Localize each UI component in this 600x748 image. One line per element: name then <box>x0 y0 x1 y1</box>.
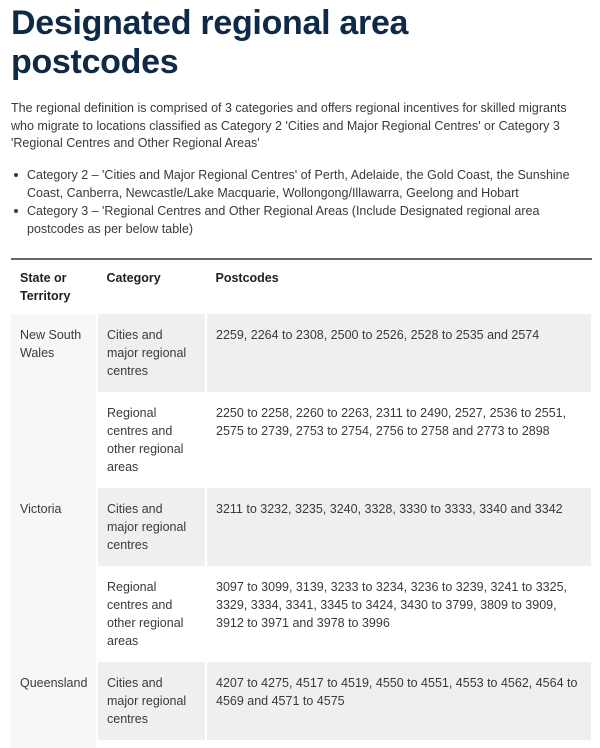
postcodes-cell: 4207 to 4275, 4517 to 4519, 4550 to 4551, 4553 to 4562, 4564 to 4569 and 4571 to 4575 <box>206 662 591 740</box>
table-header-row <box>11 259 591 314</box>
page-title <box>0 0 600 82</box>
category-cell: Cities and major regional centres <box>97 488 206 566</box>
category-cell: Regional centres and other regional areas <box>97 392 206 488</box>
category-3-item: Category 3 – 'Regional Centres and Other Regional Areas (Include Designated regional area postcodes as per below table) <box>11 202 586 238</box>
header-postcodes: Postcodes <box>206 259 591 314</box>
state-cell <box>11 566 97 662</box>
postcodes-cell: 3097 to 3099, 3139, 3233 to 3234, 3236 to 3239, 3241 to 3325, 3329, 3334, 3341, 3345 to 3424, 3430 to 3799, 3809 to 3909, 3912 to 3971 and 3978 to 3996 <box>206 566 591 662</box>
header-state: State or Territory <box>11 259 97 314</box>
postcodes-cell <box>206 740 591 748</box>
category-cell: Cities and major regional centres <box>97 314 206 392</box>
category-cell: Cities and major regional centres <box>97 662 206 740</box>
category-2-item: Category 2 – 'Cities and Major Regional Centres' of Perth, Adelaide, the Gold Coast, the Sunshine Coast, Canberra, Newcastle/Lake Macquarie, Wollongong/Illawarra, Geelong and Hobart <box>11 166 586 202</box>
table-row <box>11 566 591 662</box>
intro-paragraph: The regional definition is comprised of 3 categories and offers regional incentives for skilled migrants who migrate to locations classified as Category 2 'Cities and Major Regional Centres' or Category 3 'Regional Centres and Other Regional Areas' <box>11 101 567 150</box>
page-title-line-2: postcodes <box>11 43 179 81</box>
category-cell <box>97 740 206 748</box>
state-cell <box>11 740 97 748</box>
postcodes-cell: 2259, 2264 to 2308, 2500 to 2526, 2528 to 2535 and 2574 <box>206 314 591 392</box>
table-row <box>11 662 591 740</box>
state-cell: Victoria <box>11 488 97 566</box>
table-row <box>11 740 591 748</box>
table-row <box>11 314 591 392</box>
postcodes-table <box>11 258 592 748</box>
table-row <box>11 392 591 488</box>
state-cell: New South Wales <box>11 314 97 392</box>
state-cell <box>11 392 97 488</box>
header-category: Category <box>97 259 206 314</box>
postcodes-cell: 3211 to 3232, 3235, 3240, 3328, 3330 to 3333, 3340 and 3342 <box>206 488 591 566</box>
category-list <box>11 166 586 238</box>
postcodes-cell: 2250 to 2258, 2260 to 2263, 2311 to 2490, 2527, 2536 to 2551, 2575 to 2739, 2753 to 2754, 2756 to 2758 and 2773 to 2898 <box>206 392 591 488</box>
state-cell: Queensland <box>11 662 97 740</box>
page-title-line-1: Designated regional area <box>11 4 409 42</box>
category-cell: Regional centres and other regional areas <box>97 566 206 662</box>
table-row <box>11 488 591 566</box>
